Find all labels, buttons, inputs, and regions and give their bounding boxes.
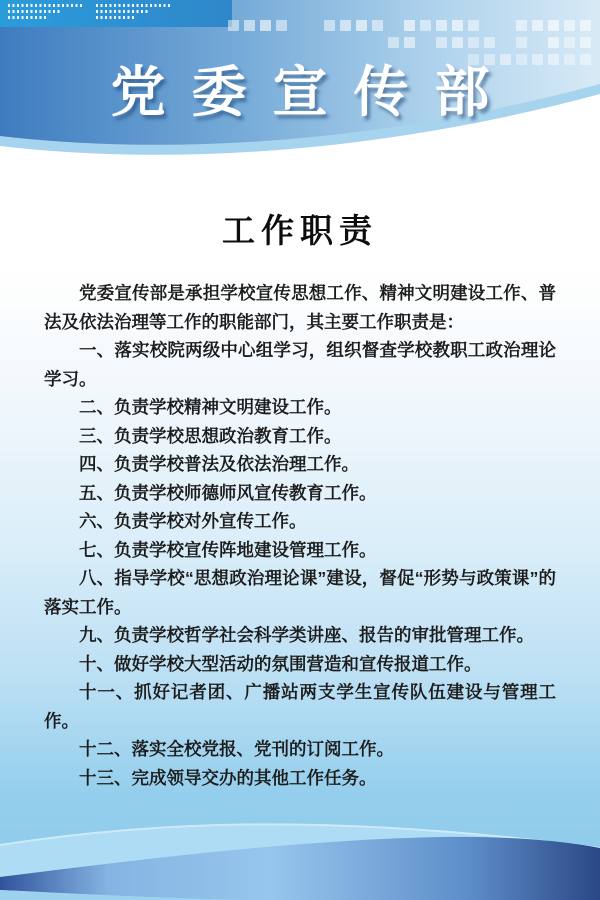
footer-wave <box>0 750 600 900</box>
list-item: 十、做好学校大型活动的氛围营造和宣传报道工作。 <box>79 653 482 674</box>
list-item: 十一、抓好记者团、广播站两支学生宣传队伍建设与管理工作。 <box>44 682 556 731</box>
dot-pattern <box>96 4 172 19</box>
list-item: 五、负责学校师德师风宣传教育工作。 <box>79 482 377 503</box>
list-item: 六、负责学校对外宣传工作。 <box>79 511 307 531</box>
footer-wave-svg <box>0 750 600 900</box>
list-item: 十三、完成领导交办的其他工作任务。 <box>79 767 377 788</box>
poster-body <box>0 165 600 792</box>
list-item: 七、负责学校宣传阵地建设管理工作。 <box>79 539 377 560</box>
department-title: 党委宣传部 <box>110 61 516 123</box>
list-item: 一、落实校院两级中心组学习，组织督查学校教职工政治理论学习。 <box>44 340 556 389</box>
page-title: 工作职责 <box>222 212 378 249</box>
duties-list <box>44 336 556 792</box>
list-item: 四、负责学校普法及依法治理工作。 <box>79 454 359 474</box>
duties-text <box>44 279 556 792</box>
intro-paragraph: 党委宣传部是承担学校宣传思想工作、精神文明建设工作、普法及依法治理等工作的职能部门，其主要工作职责是： <box>44 283 556 332</box>
list-item: 十二、落实全校党报、党刊的订阅工作。 <box>79 739 394 759</box>
dot-pattern <box>8 4 84 19</box>
header-banner <box>0 0 600 165</box>
list-item: 九、负责学校哲学社会科学类讲座、报告的审批管理工作。 <box>79 625 534 645</box>
list-item: 三、负责学校思想政治教育工作。 <box>79 425 342 446</box>
list-item: 二、负责学校精神文明建设工作。 <box>79 397 342 417</box>
list-item: 八、指导学校“思想政治理论课”建设，督促“形势与政策课”的落实工作。 <box>44 568 556 617</box>
